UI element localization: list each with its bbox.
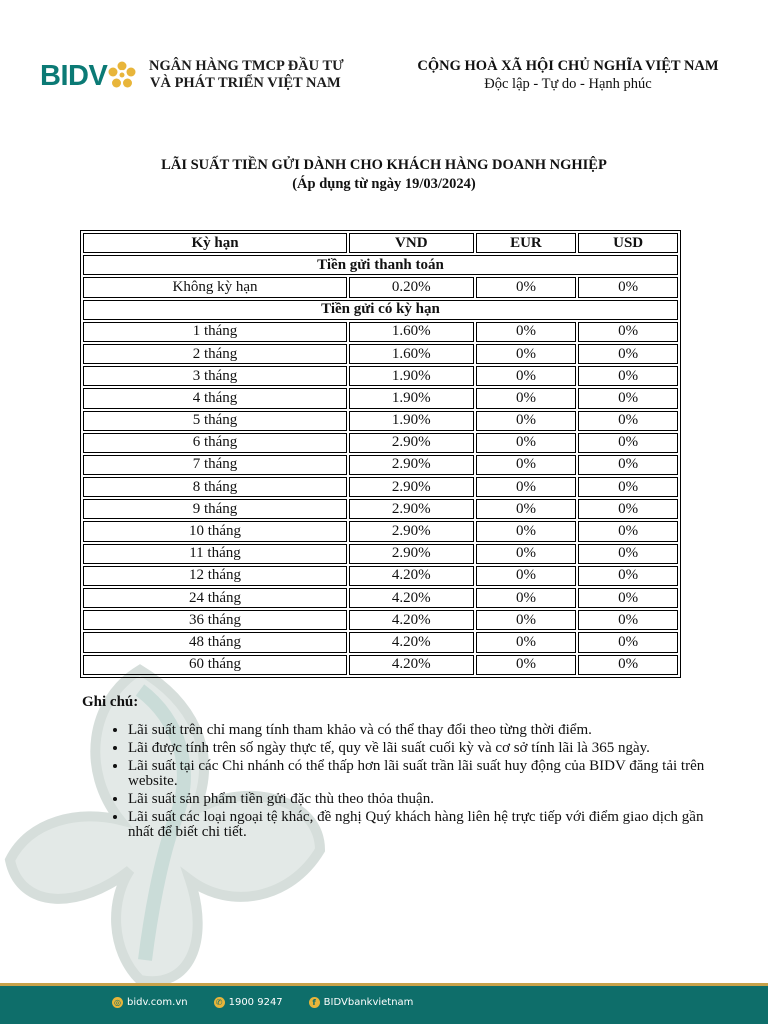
notes-heading: Ghi chú: <box>82 694 139 710</box>
column-header-term: Kỳ hạn <box>83 233 347 253</box>
vnd-cell: 4.20% <box>349 632 474 652</box>
vnd-cell: 4.20% <box>349 588 474 608</box>
eur-cell: 0% <box>476 455 577 475</box>
bank-name-line1: NGÂN HÀNG TMCP ĐẦU TƯ <box>149 58 344 74</box>
eur-cell: 0% <box>476 521 577 541</box>
term-cell: 9 tháng <box>83 499 347 519</box>
footer-hotline[interactable] <box>214 997 283 1008</box>
table-row <box>83 544 678 564</box>
logo-text: BIDV <box>40 60 108 92</box>
vnd-cell: 4.20% <box>349 566 474 586</box>
table-row <box>83 588 678 608</box>
eur-cell: 0% <box>476 277 577 297</box>
eur-cell: 0% <box>476 588 577 608</box>
term-cell: 3 tháng <box>83 366 347 386</box>
eur-cell: 0% <box>476 610 577 630</box>
vnd-cell: 2.90% <box>349 544 474 564</box>
usd-cell: 0% <box>578 566 678 586</box>
eur-cell: 0% <box>476 366 577 386</box>
usd-cell: 0% <box>578 477 678 497</box>
term-cell: 2 tháng <box>83 344 347 364</box>
vnd-cell: 0.20% <box>349 277 474 297</box>
table-row <box>83 455 678 475</box>
term-cell: 12 tháng <box>83 566 347 586</box>
term-cell: 60 tháng <box>83 655 347 675</box>
usd-cell: 0% <box>578 544 678 564</box>
term-cell: 36 tháng <box>83 610 347 630</box>
table-row <box>83 566 678 586</box>
bank-name-line2: VÀ PHÁT TRIỂN VIỆT NAM <box>150 75 341 91</box>
eur-cell: 0% <box>476 411 577 431</box>
column-header-vnd: VND <box>349 233 474 253</box>
vnd-cell: 2.90% <box>349 477 474 497</box>
footer-facebook[interactable] <box>309 997 414 1008</box>
term-cell: 4 tháng <box>83 388 347 408</box>
section-row-term <box>83 300 678 320</box>
note-item: • Lãi suất các loại ngoại tệ khác, đề nghị Quý khách hàng liên hệ trực tiếp với điểm giao dịch gần nhất để biết chi tiết. <box>128 810 722 840</box>
vnd-cell: 1.60% <box>349 322 474 342</box>
title-line2: (Áp dụng từ ngày 19/03/2024) <box>292 176 476 192</box>
bidv-logo <box>40 60 136 93</box>
eur-cell: 0% <box>476 477 577 497</box>
usd-cell: 0% <box>578 322 678 342</box>
usd-cell: 0% <box>578 521 678 541</box>
document-title <box>0 156 768 194</box>
vnd-cell: 4.20% <box>349 610 474 630</box>
section-row-payment <box>83 255 678 275</box>
table-row <box>83 521 678 541</box>
column-header-usd: USD <box>578 233 678 253</box>
table-row <box>83 632 678 652</box>
globe-icon: ◎ <box>112 997 123 1008</box>
eur-cell: 0% <box>476 344 577 364</box>
usd-cell: 0% <box>578 455 678 475</box>
table-header-row <box>83 233 678 253</box>
table-row <box>83 499 678 519</box>
term-cell: 8 tháng <box>83 477 347 497</box>
usd-cell: 0% <box>578 433 678 453</box>
usd-cell: 0% <box>578 588 678 608</box>
table-row <box>83 411 678 431</box>
notes-list <box>82 723 722 840</box>
usd-cell: 0% <box>578 388 678 408</box>
usd-cell: 0% <box>578 344 678 364</box>
table-row <box>83 277 678 297</box>
usd-cell: 0% <box>578 632 678 652</box>
term-cell: 48 tháng <box>83 632 347 652</box>
nation-title: CỘNG HOÀ XÃ HỘI CHỦ NGHĨA VIỆT NAM <box>417 58 719 74</box>
term-cell: 5 tháng <box>83 411 347 431</box>
vnd-cell: 2.90% <box>349 521 474 541</box>
footer-bar <box>0 986 768 1024</box>
eur-cell: 0% <box>476 322 577 342</box>
section-label-term: Tiền gửi có kỳ hạn <box>83 300 678 320</box>
notes-section <box>82 694 722 843</box>
eur-cell: 0% <box>476 544 577 564</box>
term-cell: 1 tháng <box>83 322 347 342</box>
term-cell: Không kỳ hạn <box>83 277 347 297</box>
vnd-cell: 2.90% <box>349 455 474 475</box>
term-cell: 10 tháng <box>83 521 347 541</box>
section-label-payment: Tiền gửi thanh toán <box>83 255 678 275</box>
vnd-cell: 1.60% <box>349 344 474 364</box>
national-motto <box>408 58 728 93</box>
term-cell: 7 tháng <box>83 455 347 475</box>
table-row <box>83 344 678 364</box>
usd-cell: 0% <box>578 610 678 630</box>
vnd-cell: 2.90% <box>349 433 474 453</box>
nation-motto: Độc lập - Tự do - Hạnh phúc <box>484 76 652 92</box>
hotline-text: 1900 9247 <box>228 997 283 1008</box>
usd-cell: 0% <box>578 655 678 675</box>
usd-cell: 0% <box>578 277 678 297</box>
vnd-cell: 1.90% <box>349 366 474 386</box>
phone-icon: ✆ <box>214 997 225 1008</box>
column-header-eur: EUR <box>476 233 577 253</box>
facebook-text: BIDVbankvietnam <box>323 997 414 1008</box>
note-item: • Lãi suất sản phẩm tiền gửi đặc thù theo thỏa thuận. <box>128 792 722 807</box>
eur-cell: 0% <box>476 655 577 675</box>
term-cell: 11 tháng <box>83 544 347 564</box>
bank-name <box>149 58 344 92</box>
eur-cell: 0% <box>476 632 577 652</box>
vnd-cell: 4.20% <box>349 655 474 675</box>
footer-website[interactable] <box>112 997 188 1008</box>
usd-cell: 0% <box>578 411 678 431</box>
note-item: • Lãi được tính trên số ngày thực tế, quy về lãi suất cuối kỳ và cơ sở tính lãi là 365 ngày. <box>128 741 722 756</box>
eur-cell: 0% <box>476 433 577 453</box>
vnd-cell: 1.90% <box>349 411 474 431</box>
note-item: • Lãi suất trên chỉ mang tính tham khảo và có thể thay đổi theo từng thời điểm. <box>128 723 722 738</box>
eur-cell: 0% <box>476 499 577 519</box>
bidv-star-icon <box>108 61 136 89</box>
note-item: • Lãi suất tại các Chi nhánh có thể thấp hơn lãi suất trần lãi suất huy động của BIDV đăng tải trên website. <box>128 759 722 789</box>
interest-rate-table <box>80 230 681 678</box>
vnd-cell: 1.90% <box>349 388 474 408</box>
term-cell: 6 tháng <box>83 433 347 453</box>
table-row <box>83 388 678 408</box>
eur-cell: 0% <box>476 566 577 586</box>
usd-cell: 0% <box>578 499 678 519</box>
document-header <box>40 56 728 100</box>
table-row <box>83 655 678 675</box>
eur-cell: 0% <box>476 388 577 408</box>
term-cell: 24 tháng <box>83 588 347 608</box>
facebook-icon: f <box>309 997 320 1008</box>
vnd-cell: 2.90% <box>349 499 474 519</box>
website-text: bidv.com.vn <box>127 997 188 1008</box>
table-row <box>83 366 678 386</box>
title-line1: LÃI SUẤT TIỀN GỬI DÀNH CHO KHÁCH HÀNG DOANH NGHIỆP <box>161 157 607 173</box>
table-row <box>83 433 678 453</box>
usd-cell: 0% <box>578 366 678 386</box>
table-row <box>83 477 678 497</box>
table-row <box>83 610 678 630</box>
table-row <box>83 322 678 342</box>
